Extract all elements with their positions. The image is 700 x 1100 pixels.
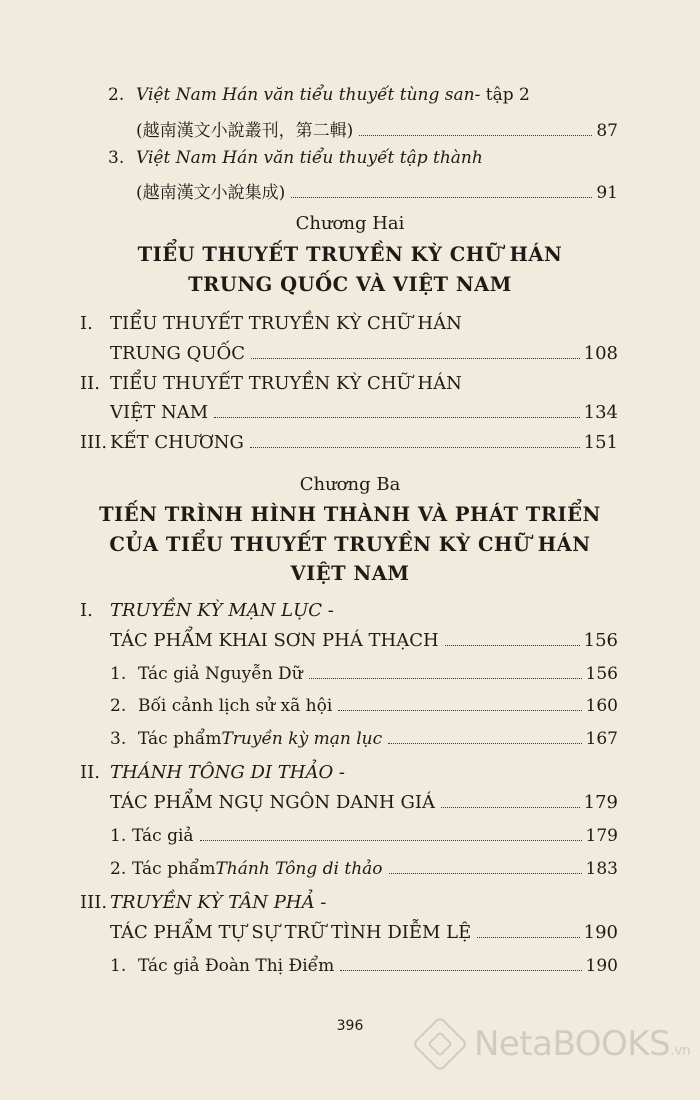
- section-number: II.: [80, 373, 100, 394]
- sub-title: Tác phẩm: [138, 729, 222, 749]
- sub-title: Tác phẩm: [132, 859, 216, 879]
- dot-leader: [200, 840, 582, 841]
- toc-section-line1: [80, 892, 618, 913]
- section-page: 151: [583, 432, 618, 453]
- toc-subentry: [110, 859, 618, 879]
- entry-page: 87: [596, 121, 618, 141]
- dot-leader: [388, 743, 581, 744]
- entry-chinese-title: (越南漢文小說集成): [136, 183, 286, 203]
- sub-number: 1.: [110, 956, 127, 976]
- sub-title: Tác giả Nguyễn Dữ: [138, 664, 303, 684]
- toc-entry-3-line1: [108, 148, 618, 168]
- entry-number: 3.: [108, 148, 125, 168]
- sub-title: Tác giả: [132, 826, 194, 846]
- dot-leader: [250, 447, 580, 448]
- section-title-cont: VIỆT NAM: [110, 402, 209, 423]
- toc-section-line2: [80, 922, 618, 943]
- watermark-brand: NetaBOOKS: [474, 1024, 671, 1064]
- watermark-suffix: .vn: [670, 1043, 691, 1059]
- sub-page: 190: [585, 956, 618, 976]
- section-title-cont: TÁC PHẨM NGỤ NGÔN DANH GIÁ: [110, 792, 435, 813]
- section-number: I.: [80, 313, 93, 334]
- section-title-cont: TÁC PHẨM TỰ SỰ TRỮ TÌNH DIỄM LỆ: [110, 922, 472, 943]
- toc-entry-2-line1: [108, 85, 618, 105]
- section-page: 156: [583, 630, 618, 651]
- dot-leader: [291, 197, 592, 198]
- chapter-title-line1: TIẾN TRÌNH HÌNH THÀNH VÀ PHÁT TRIỂN: [99, 503, 601, 526]
- section-title-cont: TRUNG QUỐC: [110, 343, 246, 364]
- dot-leader: [340, 970, 581, 971]
- sub-number: 1.: [110, 826, 127, 846]
- sub-number: 2.: [110, 696, 127, 716]
- toc-section-line1: [80, 432, 618, 453]
- dot-leader: [389, 873, 582, 874]
- watermark-text: [474, 1024, 690, 1064]
- dot-leader: [477, 937, 579, 938]
- sub-title: Bối cảnh lịch sử xã hội: [138, 696, 333, 716]
- section-page: 108: [583, 343, 618, 364]
- toc-section-line1: [80, 373, 618, 394]
- section-title-cont: TÁC PHẨM KHAI SƠN PHÁ THẠCH: [110, 630, 439, 651]
- toc-entry-2-line2: [108, 116, 618, 141]
- page-number: 396: [336, 1018, 364, 1034]
- section-title: TRUYỀN KỲ TÂN PHẢ -: [110, 892, 327, 913]
- section-title: KẾT CHƯƠNG: [110, 432, 244, 453]
- sub-title: Tác giả Đoàn Thị Điểm: [138, 956, 335, 976]
- sub-number: 1.: [110, 664, 127, 684]
- toc-section-line1: [80, 600, 618, 621]
- entry-title-tail: - tập 2: [474, 85, 530, 105]
- toc-subentry: [110, 826, 618, 846]
- sub-page: 160: [585, 696, 618, 716]
- sub-number: 3.: [110, 729, 127, 749]
- chapter-label: Chương Hai: [295, 213, 405, 234]
- section-title: TIỂU THUYẾT TRUYỀN KỲ CHỮ HÁN: [110, 313, 462, 334]
- sub-number: 2.: [110, 859, 127, 879]
- toc-entry-3-line2: [108, 178, 618, 203]
- entry-number: 2.: [108, 85, 125, 105]
- toc-section-line2: [80, 630, 618, 651]
- sub-title-italic: Thánh Tông di thảo: [215, 859, 383, 879]
- dot-leader: [214, 417, 579, 418]
- netabooks-logo-icon: [412, 1016, 469, 1073]
- toc-section-line2: [80, 792, 618, 813]
- sub-page: 179: [585, 826, 618, 846]
- dot-leader: [441, 807, 580, 808]
- section-number: II.: [80, 762, 100, 783]
- section-page: 179: [583, 792, 618, 813]
- entry-chinese-title: (越南漢文小說叢刊，第二輯): [136, 121, 354, 141]
- chapter-label: Chương Ba: [299, 474, 401, 495]
- section-page: 134: [583, 402, 618, 423]
- toc-section-line2: [80, 402, 618, 423]
- toc-section-line1: [80, 313, 618, 334]
- chapter-title-line2: TRUNG QUỐC VÀ VIỆT NAM: [188, 273, 512, 296]
- watermark-logo: [420, 1024, 690, 1064]
- entry-page: 91: [596, 183, 618, 203]
- toc-subentry: [110, 729, 618, 749]
- toc-section-line1: [80, 762, 618, 783]
- section-number: III.: [80, 432, 108, 453]
- dot-leader: [359, 135, 592, 136]
- sub-page: 183: [585, 859, 618, 879]
- section-number: I.: [80, 600, 93, 621]
- section-title: TIỂU THUYẾT TRUYỀN KỲ CHỮ HÁN: [110, 373, 462, 394]
- section-number: III.: [80, 892, 108, 913]
- section-page: 190: [583, 922, 618, 943]
- entry-title: Việt Nam Hán văn tiểu thuyết tập thành: [136, 148, 483, 168]
- toc-section-line2: [80, 343, 618, 364]
- dot-leader: [338, 710, 581, 711]
- toc-subentry: [110, 664, 618, 684]
- dot-leader: [251, 358, 580, 359]
- sub-page: 167: [585, 729, 618, 749]
- section-title: THÁNH TÔNG DI THẢO -: [110, 762, 346, 783]
- dot-leader: [309, 678, 582, 679]
- section-title: TRUYỀN KỲ MẠN LỤC -: [110, 600, 334, 621]
- toc-subentry: [110, 956, 618, 976]
- chapter-title-line3: VIỆT NAM: [290, 562, 410, 585]
- toc-subentry: [110, 696, 618, 716]
- chapter-title-line2: CỦA TIỂU THUYẾT TRUYỀN KỲ CHỮ HÁN: [109, 533, 591, 556]
- sub-title-italic: Truyền kỳ mạn lục: [221, 729, 383, 749]
- chapter-title-line1: TIỂU THUYẾT TRUYỀN KỲ CHỮ HÁN: [137, 243, 563, 266]
- dot-leader: [445, 645, 580, 646]
- entry-title: Việt Nam Hán văn tiểu thuyết tùng san: [136, 85, 475, 105]
- sub-page: 156: [585, 664, 618, 684]
